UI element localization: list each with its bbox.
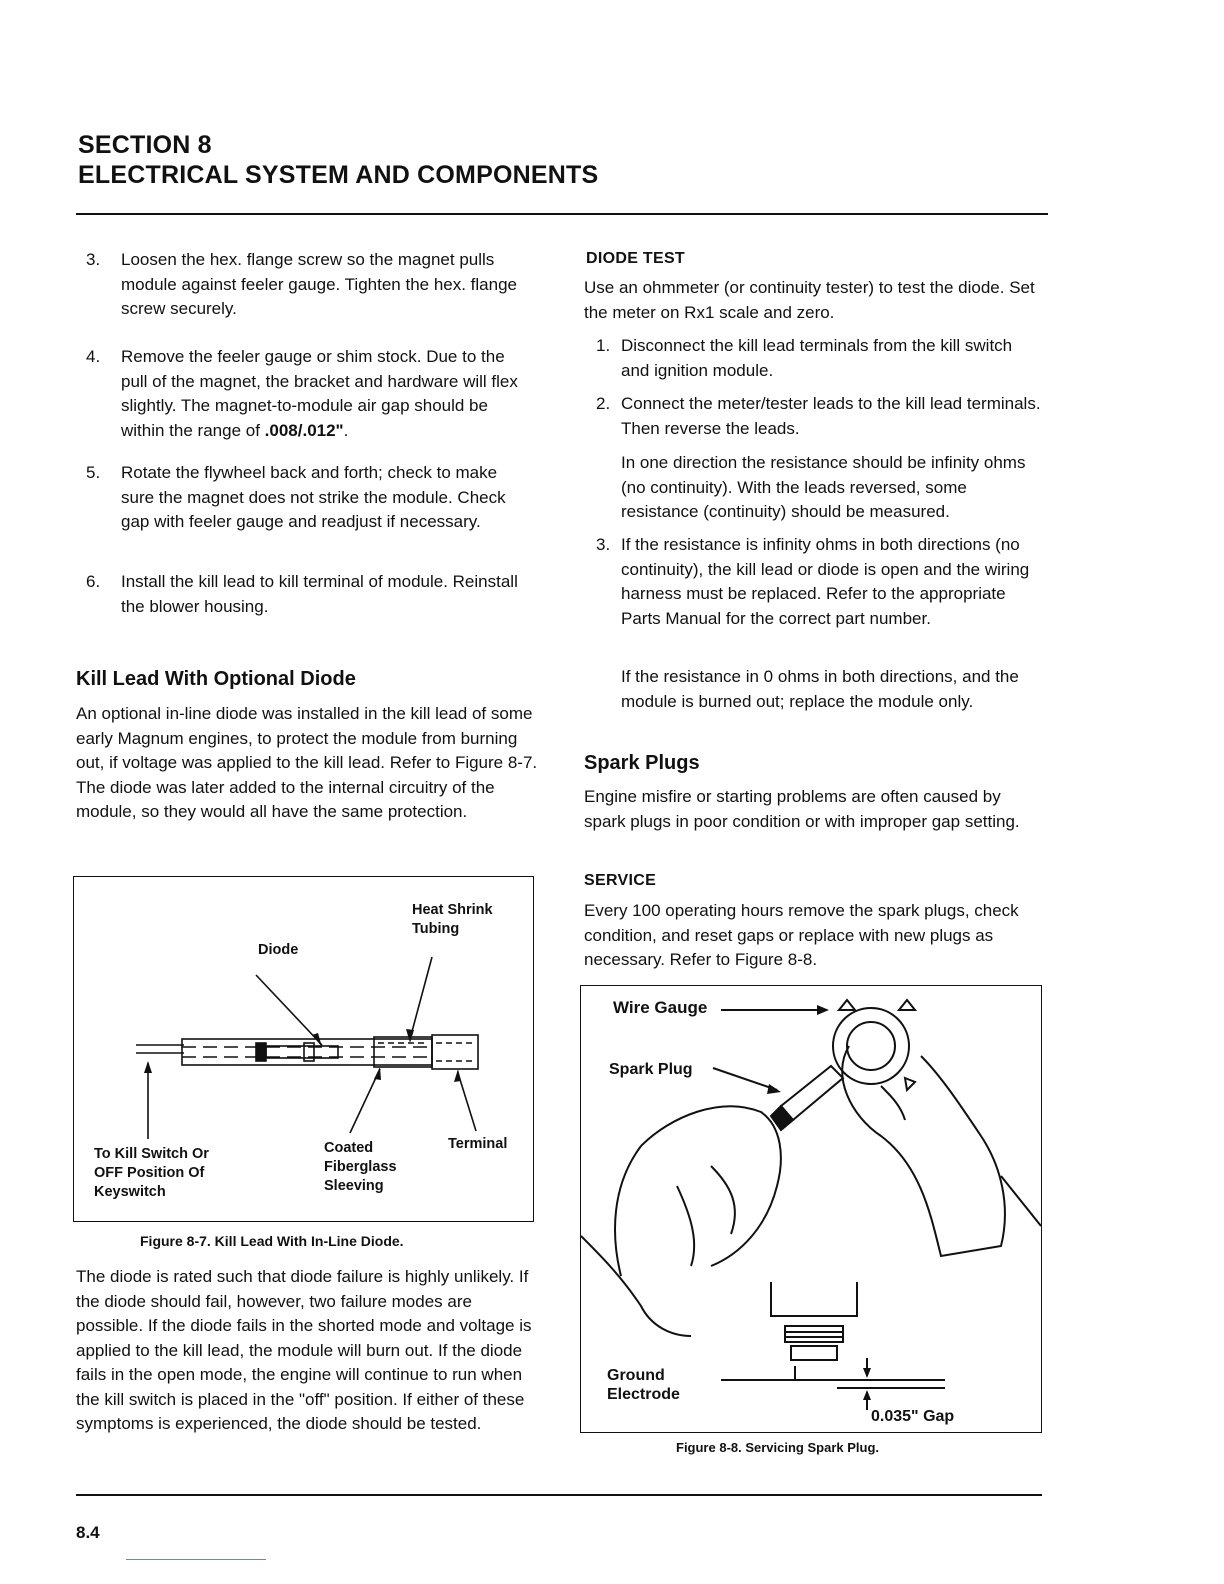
- spark-plugs-heading: Spark Plugs: [584, 752, 700, 774]
- step-text: Disconnect the kill lead terminals from the kill switch and ignition module.: [621, 336, 1013, 380]
- step-text: Remove the feeler gauge or shim stock. Due to the pull of the magnet, the bracket and hardware will flex slightly. The magnet-to-module air gap should be within the range of .008/.012".: [121, 347, 518, 440]
- figure-8-7-caption: Figure 8-7. Kill Lead With In-Line Diode.: [140, 1233, 404, 1249]
- diode-failure-paragraph: The diode is rated such that diode failure is highly unlikely. If the diode should fail, however, two failure modes are possible. If the diode fails in the shorted mode and voltage is applied to the kill lead, the module will burn out. If the diode fails in the open mode, the engine will continue to run when the kill switch is placed in the "off" position. If either of these symptoms is experienced, the diode should be tested.: [76, 1267, 532, 1433]
- figure-8-7: [73, 876, 534, 1222]
- step-text: If the resistance is infinity ohms in both directions (no continuity), the kill lead or diode is open and the wiring harness must be replaced. Refer to the appropriate Parts Manual for the correct part number.: [621, 535, 1030, 628]
- step-number: 1.: [596, 336, 611, 355]
- header-rule: [76, 213, 1048, 215]
- step-number: 4.: [86, 347, 101, 366]
- label-diode: Diode: [258, 942, 299, 958]
- label-kill-switch: To Kill Switch Or OFF Position Of Keyswitch: [94, 1146, 209, 1200]
- step-text: Install the kill lead to kill terminal of module. Reinstall the blower housing.: [121, 572, 518, 616]
- step-number: 3.: [596, 535, 611, 554]
- label-ground-electrode: Ground Electrode: [607, 1367, 680, 1403]
- step-number: 3.: [86, 250, 101, 269]
- step-text: Loosen the hex. flange screw so the magnet pulls module against feeler gauge. Tighten the hex. flange screw securely.: [121, 250, 518, 318]
- step-number: 5.: [86, 463, 101, 482]
- figure-8-8-caption: Figure 8-8. Servicing Spark Plug.: [676, 1440, 880, 1455]
- section-title: ELECTRICAL SYSTEM AND COMPONENTS: [78, 161, 599, 189]
- kill-lead-heading: Kill Lead With Optional Diode: [76, 668, 356, 690]
- step-number: 6.: [86, 572, 101, 591]
- label-heat-shrink: Heat Shrink Tubing: [412, 902, 493, 937]
- service-heading: SERVICE: [584, 872, 657, 889]
- step-text: Rotate the flywheel back and forth; check to make sure the magnet does not strike the module. Check gap with feeler gauge and readjust if necessary.: [121, 463, 506, 531]
- air-gap-range: .008/.012": [264, 420, 344, 440]
- section-heading: [78, 130, 598, 190]
- page-number: 8.4: [76, 1523, 100, 1542]
- diode-test-heading: DIODE TEST: [586, 250, 686, 267]
- footer-rule: [76, 1494, 1042, 1496]
- label-gap: 0.035" Gap: [871, 1408, 955, 1425]
- label-terminal: Terminal: [448, 1136, 508, 1152]
- step-text: Connect the meter/tester leads to the kill lead terminals. Then reverse the leads.: [621, 394, 1041, 438]
- label-wire-gauge: Wire Gauge: [613, 998, 708, 1017]
- spark-plugs-paragraph: Engine misfire or starting problems are often caused by spark plugs in poor condition or with improper gap setting.: [584, 787, 1020, 831]
- footer-link-rule: [126, 1559, 266, 1560]
- label-coated-sleeving: Coated Fiberglass Sleeving: [324, 1140, 397, 1194]
- service-paragraph: Every 100 operating hours remove the spark plugs, check condition, and reset gaps or replace with new plugs as necessary. Refer to Figure 8-8.: [584, 901, 1019, 969]
- step-number: 2.: [596, 394, 611, 413]
- diode-test-intro: Use an ohmmeter (or continuity tester) to test the diode. Set the meter on Rx1 scale and zero.: [584, 278, 1035, 322]
- label-spark-plug: Spark Plug: [609, 1061, 693, 1078]
- step-text: If the resistance in 0 ohms in both directions, and the module is burned out; replace the module only.: [621, 667, 1019, 711]
- section-number: SECTION 8: [78, 131, 212, 159]
- step-text: In one direction the resistance should be infinity ohms (no continuity). With the leads reversed, some resistance (continuity) should be measured.: [621, 453, 1026, 521]
- figure-8-8: [580, 985, 1042, 1433]
- kill-lead-paragraph: An optional in-line diode was installed in the kill lead of some early Magnum engines, to protect the module from burning out, if voltage was applied to the kill lead. Refer to Figure 8-7. The diode was later added to the internal circuitry of the module, so they would all have the same protection.: [76, 704, 538, 821]
